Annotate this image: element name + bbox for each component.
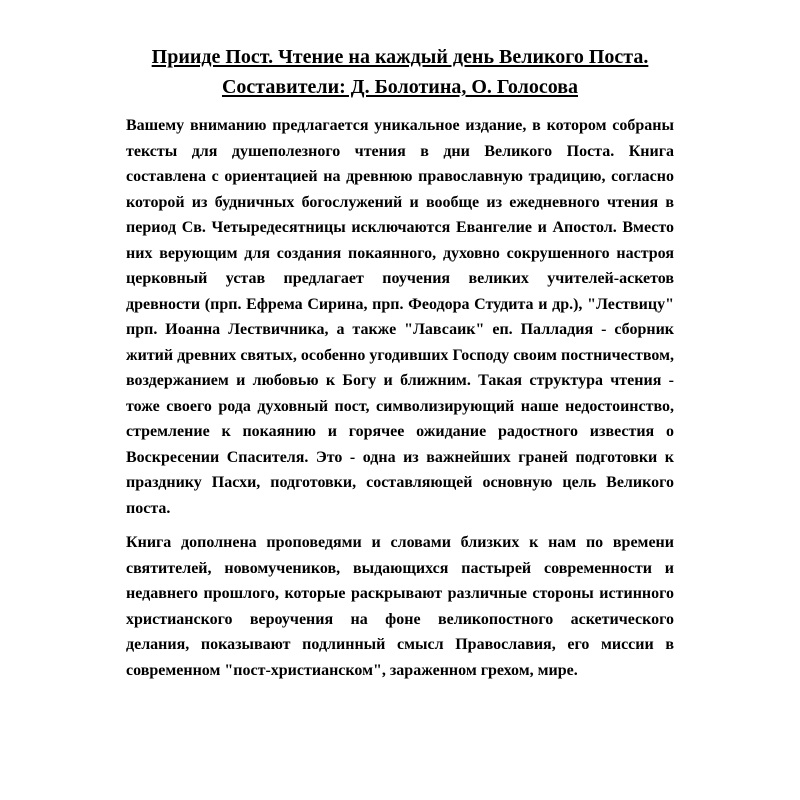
title-line-1-text: Прииде Пост. Чтение на каждый день Великого Поста.: [151, 46, 649, 68]
paragraph-2: Книга дополнена проповедями и словами близких к нам по времени святителей, новомучеников, выдающихся пастырей современности и недавнего прошлого, которые раскрывают различные стороны истинного христианского вероучения на фоне великопостного аскетического делания, показывают подлинный смысл Православия, его миссии в современном "пост-христианском", зараженном грехом, мире.: [126, 534, 674, 679]
document-body: [126, 113, 674, 683]
title-line-2: [0, 72, 800, 102]
title-line-2-text: Составители: Д. Болотина, О. Голосова: [221, 76, 579, 98]
document-title: [0, 42, 800, 102]
title-line-1: [0, 42, 800, 72]
paragraph-1: Вашему вниманию предлагается уникальное издание, в котором собраны тексты для душеполезного чтения в дни Великого Поста. Книга составлена с ориентацией на древнюю православную традицию, согласно которой из будничных богослужений и вообще из ежедневного чтения в период Св. Четыредесятницы исключаются Евангелие и Апостол. Вместо них верующим для создания покаянного, духовно сокрушенного настроя церковный устав предлагает поучения великих учителей-аскетов древности (прп. Ефрема Сирина, прп. Феодора Студита и др.), "Лествицу" прп. Иоанна Лествичника, а также "Лавсаик" еп. Палладия - сборник житий древних святых, особенно угодивших Господу своим постничеством, воздержанием и любовью к Богу и ближним. Такая структура чтения - тоже своего рода духовный пост, символизирующий наше недостоинство, стремление к покаянию и горячее ожидание радостного известия о Воскресении Спасителя. Это - одна из важнейших граней подготовки к празднику Пасхи, подготовки, составляющей основную цель Великого поста.: [126, 117, 674, 517]
